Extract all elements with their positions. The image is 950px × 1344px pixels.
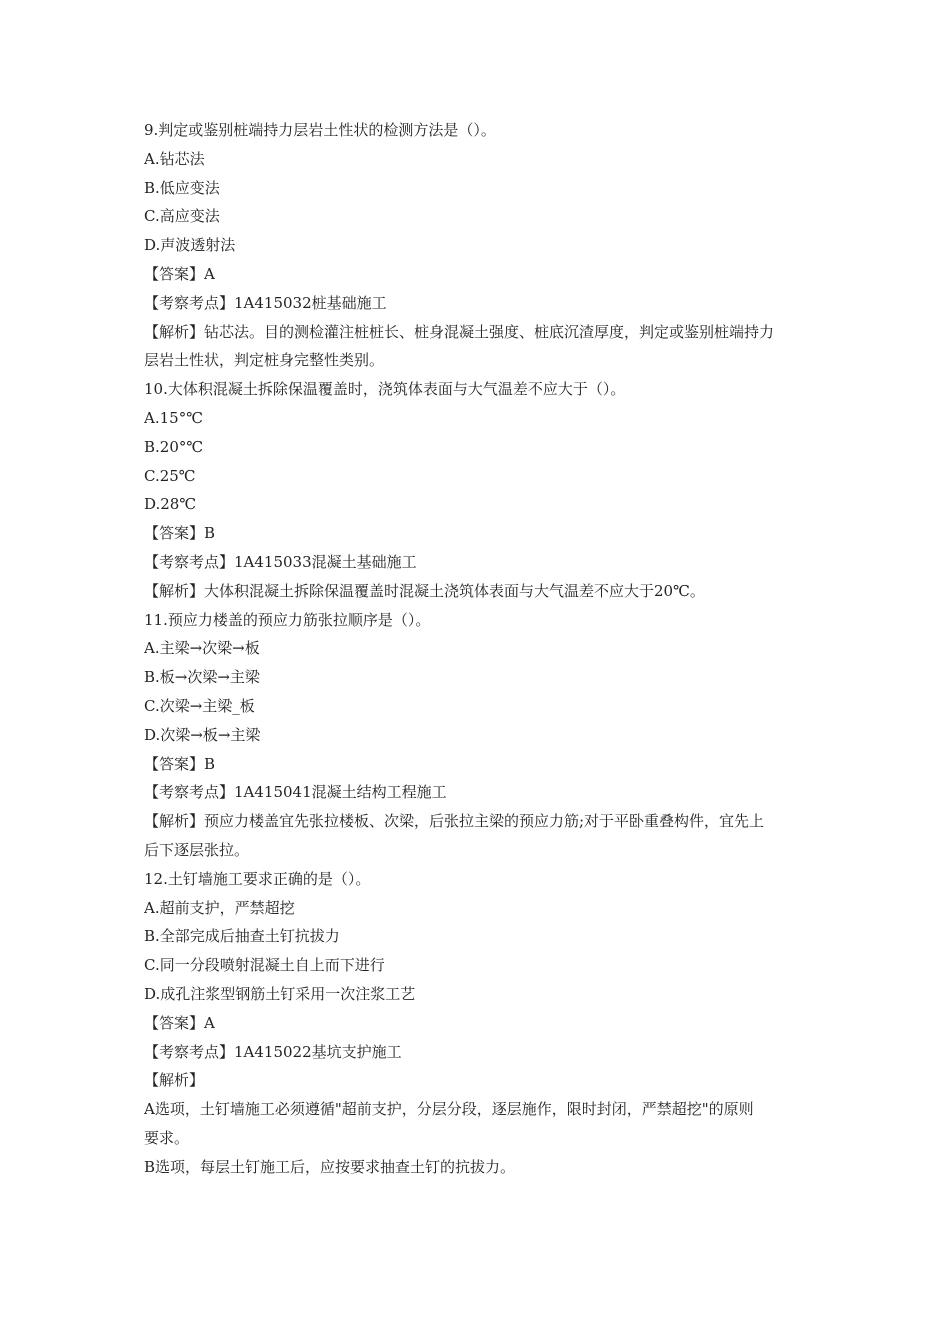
question-11-option-b: B.板→次梁→主梁 — [144, 668, 260, 687]
document-body — [144, 116, 814, 1181]
question-12-analysis-a-cont: 要求。 — [144, 1128, 190, 1147]
question-12-stem: 12.土钉墙施工要求正确的是（）。 — [144, 869, 371, 888]
question-11-option-c: C.次梁→主梁_板 — [144, 696, 255, 715]
question-9-topic: 【考察考点】1A415032桩基础施工 — [144, 293, 387, 312]
question-12-option-d: D.成孔注浆型钢筋土钉采用一次注浆工艺 — [144, 984, 416, 1003]
question-11-analysis-cont: 后下逐层张拉。 — [144, 840, 250, 859]
question-10-topic: 【考察考点】1A415033混凝土基础施工 — [144, 552, 417, 571]
question-12-option-a: A.超前支护，严禁超挖 — [144, 898, 295, 917]
question-12-analysis-b: B选项，每层土钉施工后，应按要求抽查土钉的抗拔力。 — [144, 1157, 516, 1176]
question-11-analysis: 【解析】预应力楼盖宜先张拉楼板、次梁，后张拉主梁的预应力筋;对于平卧重叠构件，宜先上 — [144, 812, 765, 831]
question-12-option-b: B.全部完成后抽查土钉抗拔力 — [144, 927, 340, 946]
question-10-answer: 【答案】B — [144, 524, 216, 543]
question-12-answer: 【答案】A — [144, 1013, 215, 1032]
question-12-analysis-heading: 【解析】 — [144, 1071, 205, 1090]
question-10-option-d: D.28℃ — [144, 495, 197, 514]
question-9-analysis: 【解析】钻芯法。目的测检灌注桩桩长、桩身混凝土强度、桩底沉渣厚度，判定或鉴别桩端持力 — [144, 322, 775, 341]
question-9-option-b: B.低应变法 — [144, 178, 220, 197]
question-10-analysis: 【解析】大体积混凝土拆除保温覆盖时混凝土浇筑体表面与大气温差不应大于20℃。 — [144, 581, 705, 600]
question-11-answer: 【答案】B — [144, 754, 216, 773]
question-9-option-c: C.高应变法 — [144, 207, 220, 226]
question-11-stem: 11.预应力楼盖的预应力筋张拉顺序是（）。 — [144, 610, 431, 629]
question-11-option-a: A.主梁→次梁→板 — [144, 639, 260, 658]
question-12-analysis-a: A选项，土钉墙施工必须遵循"超前支护，分层分段，逐层施作，限时封闭，严禁超挖"的原则 — [144, 1100, 754, 1119]
question-11-topic: 【考察考点】1A415041混凝土结构工程施工 — [144, 783, 447, 802]
question-10-option-c: C.25℃ — [144, 466, 196, 485]
question-9-answer: 【答案】A — [144, 264, 215, 283]
question-12-option-c: C.同一分段喷射混凝土自上而下进行 — [144, 956, 385, 975]
question-10-option-b: B.20°℃ — [144, 437, 204, 456]
question-10-stem: 10.大体积混凝土拆除保温覆盖时，浇筑体表面与大气温差不应大于（）。 — [144, 380, 626, 399]
question-10-option-a: A.15°℃ — [144, 408, 203, 427]
question-12-topic: 【考察考点】1A415022基坑支护施工 — [144, 1042, 402, 1061]
question-9-option-a: A.钻芯法 — [144, 149, 205, 168]
question-11-option-d: D.次梁→板→主梁 — [144, 725, 261, 744]
question-9-stem: 9.判定或鉴别桩端持力层岩土性状的检测方法是（）。 — [144, 121, 496, 139]
question-9-option-d: D.声波透射法 — [144, 236, 236, 255]
question-9-analysis-cont: 层岩土性状，判定桩身完整性类别。 — [144, 351, 385, 370]
